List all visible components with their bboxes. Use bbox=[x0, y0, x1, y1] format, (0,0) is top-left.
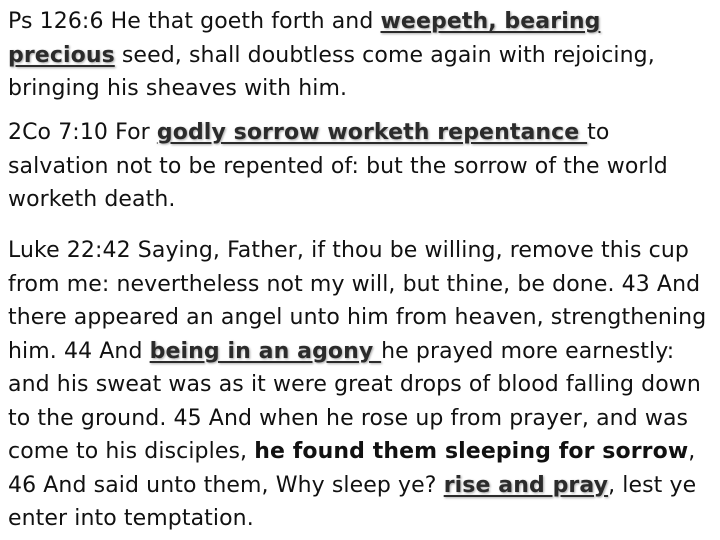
verse-text: , lest ye enter into temptation. bbox=[8, 472, 697, 531]
verse-text: , 46 And said unto them, Why sleep ye? bbox=[8, 439, 696, 498]
verse-text: Ps 126:6 He that goeth forth and bbox=[8, 9, 381, 34]
verse-luke-22-42-46 bbox=[8, 234, 714, 536]
verse-text: he prayed more earnestly: and his sweat was as it were great drops of blood falling down to the ground. 45 And when he rose up from prayer, and was come to his disciples, bbox=[8, 338, 701, 464]
highlighted-phrase: godly sorrow worketh repentance bbox=[156, 120, 588, 145]
verse-text: Luke 22:42 Saying, Father, if thou be willing, remove this cup from me: nevertheless not my will, but thine, be done. 43 And there appeared an angel unto him from heaven, strengthening him. 44 And bbox=[8, 238, 707, 364]
highlighted-phrase: rise and pray bbox=[443, 472, 609, 498]
verse-text: 2Co 7:10 For bbox=[8, 120, 157, 145]
verse-psalm-126-6 bbox=[8, 5, 714, 106]
highlighted-phrase: being in an agony bbox=[149, 338, 382, 364]
verse-2-corinthians-7-10 bbox=[8, 116, 714, 217]
bold-phrase: he found them sleeping for sorrow bbox=[254, 439, 689, 464]
highlighted-phrase: weepeth, bearing precious bbox=[8, 9, 601, 68]
verse-text: to salvation not to be repented of: but the sorrow of the world worketh death. bbox=[8, 120, 668, 212]
verse-text: seed, shall doubtless come again with rejoicing, bringing his sheaves with him. bbox=[8, 42, 655, 101]
